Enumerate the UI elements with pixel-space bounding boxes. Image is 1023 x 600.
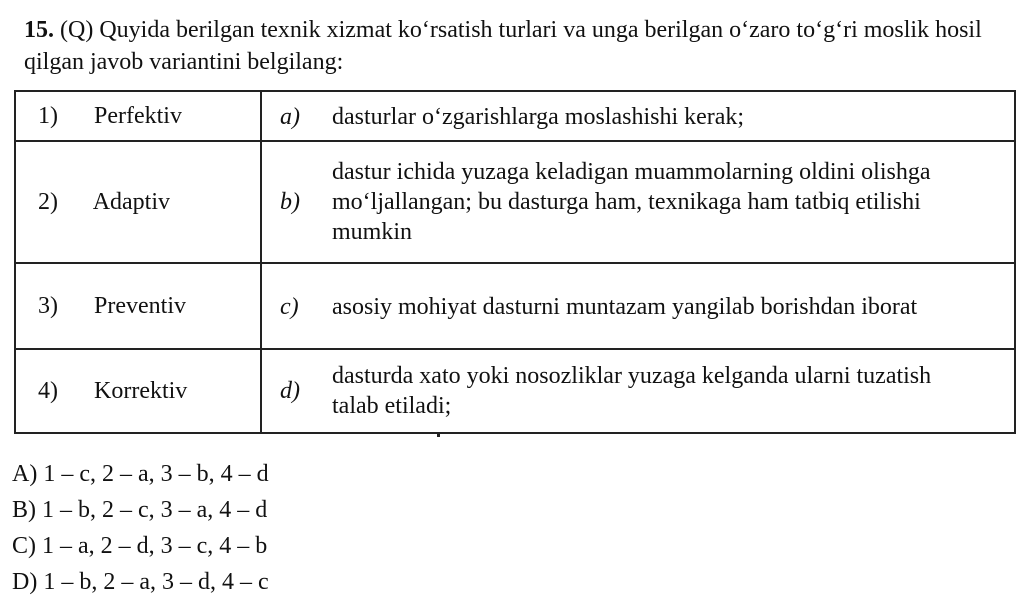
table-row — [15, 141, 1015, 263]
description-cell — [261, 91, 1015, 141]
question-number: 15. — [24, 17, 54, 43]
term-label: Preventiv — [94, 293, 186, 319]
term-number: 3) — [38, 293, 58, 319]
description-text: asosiy mohiyat dasturni muntazam yangilab borishdan iborat — [332, 293, 918, 320]
answer-option-c: C) 1 – a, 2 – d, 3 – c, 4 – b — [12, 533, 268, 559]
term-cell — [15, 91, 261, 141]
description-cell — [261, 349, 1015, 433]
answer-option-d: D) 1 – b, 2 – a, 3 – d, 4 – c — [12, 569, 269, 595]
description-letter: a) — [280, 103, 300, 130]
description-cell — [261, 141, 1015, 263]
table-row — [15, 91, 1015, 141]
answer-options — [12, 456, 269, 600]
table-row — [15, 263, 1015, 349]
question-text: (Q) Quyida berilgan texnik xizmat ko‘rsatish turlari va unga berilgan o‘zaro to‘g‘ri moslik hosil qilgan javob variantini belgilang: — [24, 17, 982, 75]
answer-option-a: A) 1 – c, 2 – a, 3 – b, 4 – d — [12, 461, 269, 487]
term-label: Adaptiv — [92, 189, 171, 215]
description-letter: d) — [280, 378, 300, 404]
description-text: dasturda xato yoki nosozliklar yuzaga kelganda ularni tuzatish talab etiladi; — [332, 363, 932, 419]
term-number: 2) — [38, 189, 58, 215]
matching-table — [14, 90, 1016, 434]
question-text-block — [24, 14, 1014, 78]
term-number: 4) — [38, 378, 58, 404]
answer-option-b: B) 1 – b, 2 – c, 3 – a, 4 – d — [12, 497, 268, 523]
description-letter: c) — [280, 293, 299, 320]
description-text: dasturlar o‘zgarishlarga moslashishi kerak; — [332, 103, 745, 130]
term-cell — [15, 141, 261, 263]
term-number: 1) — [38, 103, 58, 129]
term-label: Korrektiv — [94, 378, 188, 404]
scan-speck — [437, 432, 440, 437]
term-cell — [15, 349, 261, 433]
description-text: dastur ichida yuzaga keladigan muammolarning oldini olishga mo‘ljallangan; bu dasturga ham, texnikaga ham tatbiq etilishi mumkin — [332, 159, 931, 245]
description-cell — [261, 263, 1015, 349]
table-row — [15, 349, 1015, 433]
term-cell — [15, 263, 261, 349]
description-letter: b) — [280, 189, 300, 215]
term-label: Perfektiv — [94, 103, 182, 129]
